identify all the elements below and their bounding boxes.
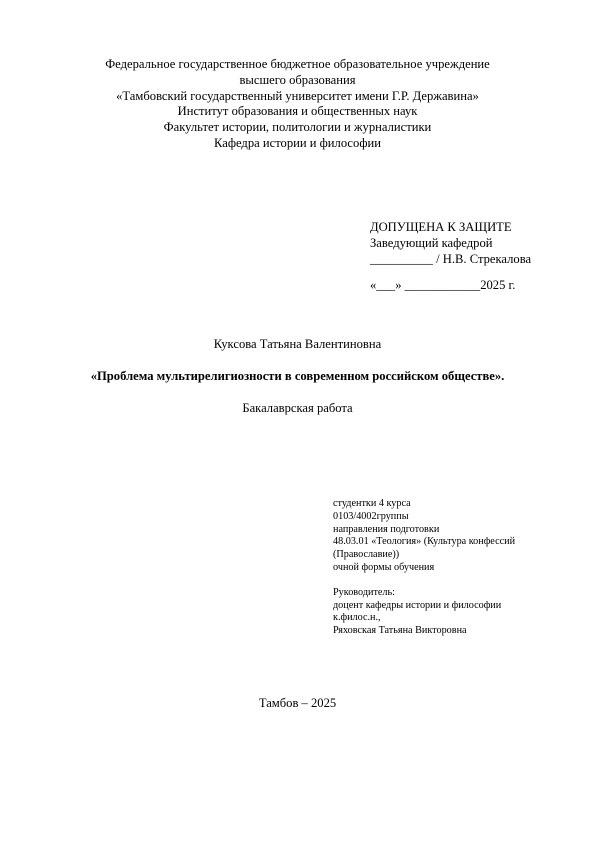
student-direction-line-1: 48.03.01 «Теология» (Культура конфессий bbox=[333, 536, 516, 548]
supervisor-info bbox=[333, 587, 515, 638]
supervisor-position: доцент кафедры истории и философии bbox=[333, 599, 502, 611]
header-line-1: Федеральное государственное бюджетное образовательное учреждение bbox=[105, 57, 490, 71]
supervisor-label: Руководитель: bbox=[333, 586, 395, 598]
header-line-3: «Тамбовский государственный университет имени Г.Р. Державина» bbox=[116, 88, 479, 103]
student-info bbox=[333, 498, 515, 638]
approval-signature: __________ / Н.В. Стрекалова bbox=[370, 252, 532, 266]
approval-position: Заведующий кафедрой bbox=[370, 236, 493, 250]
supervisor-degree: к.филос.н., bbox=[333, 612, 381, 624]
student-direction-line-2: (Православие)) bbox=[333, 549, 400, 561]
institution-header bbox=[0, 57, 595, 152]
header-line-5: Факультет истории, политологии и журналистики bbox=[163, 120, 432, 135]
approval-block bbox=[370, 219, 531, 293]
header-line-4: Институт образования и общественных наук bbox=[177, 104, 418, 119]
author-name: Куксова Татьяна Валентиновна bbox=[213, 337, 382, 351]
header-line-6: Кафедра истории и философии bbox=[214, 135, 381, 150]
supervisor-name: Ряховская Татьяна Викторовна bbox=[333, 625, 467, 637]
student-course: студентки 4 курса bbox=[333, 498, 411, 509]
student-group: 0103/4002группы bbox=[333, 510, 409, 522]
city-year: Тамбов – 2025 bbox=[258, 696, 337, 710]
header-line-2: высшего образования bbox=[239, 72, 356, 87]
student-study-form: очной формы обучения bbox=[333, 561, 435, 573]
approval-heading: ДОПУЩЕНА К ЗАЩИТЕ bbox=[370, 220, 512, 234]
work-type: Бакалаврская работа bbox=[242, 401, 353, 415]
thesis-title: «Проблема мультирелигиозности в современном российском обществе». bbox=[90, 369, 505, 383]
approval-date: «___» ____________2025 г. bbox=[370, 278, 516, 292]
student-direction-label: направления подготовки bbox=[333, 523, 440, 535]
